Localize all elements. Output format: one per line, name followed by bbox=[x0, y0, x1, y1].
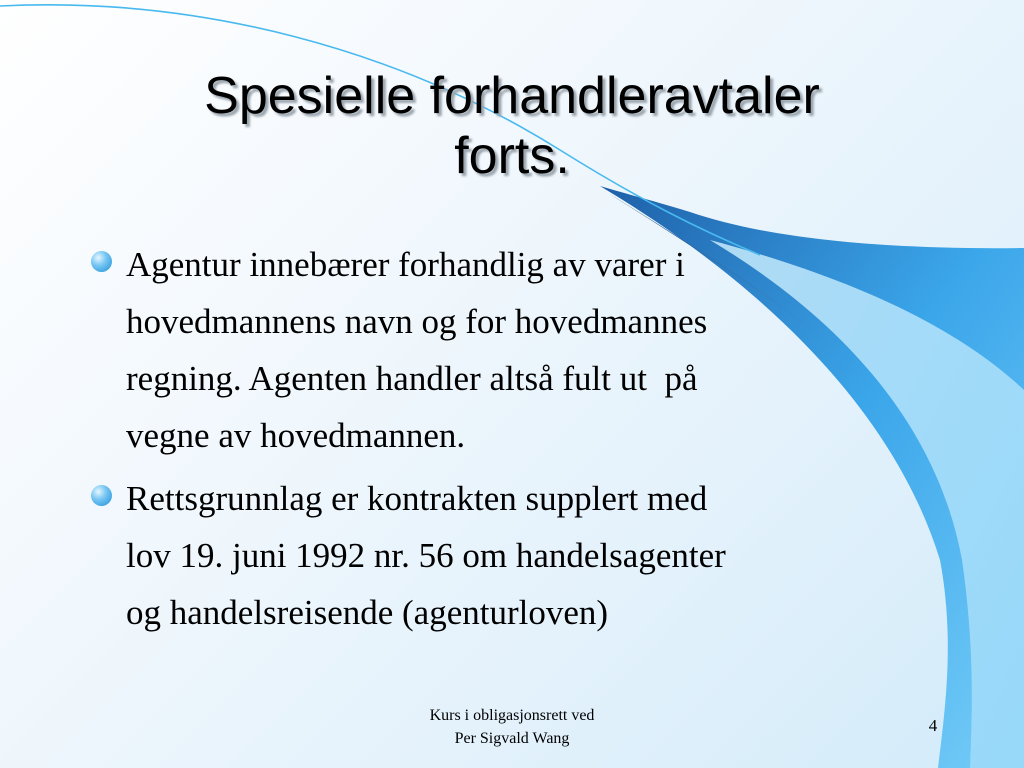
bullet-item bbox=[88, 236, 928, 464]
bullet-item bbox=[88, 470, 928, 641]
bullet-text-line: Agentur innebærer forhandlig av varer i bbox=[126, 245, 685, 284]
bullet-list bbox=[88, 236, 928, 647]
slide-footer bbox=[372, 704, 652, 750]
bullet-dot-icon bbox=[91, 251, 112, 272]
page-number: 4 bbox=[928, 716, 938, 735]
bullet-text-line: og handelsreisende (agenturloven) bbox=[126, 593, 609, 632]
title-line: Spesielle forhandleravtaler bbox=[204, 67, 820, 125]
bullet-text-line: hovedmannens navn og for hovedmannes bbox=[126, 302, 708, 341]
title-line: forts. bbox=[454, 127, 570, 185]
bullet-text-line: lov 19. juni 1992 nr. 56 om handelsagenter bbox=[126, 536, 726, 575]
footer-line: Kurs i obligasjonsrett ved bbox=[429, 707, 595, 724]
footer-line: Per Sigvald Wang bbox=[454, 730, 570, 747]
slide-title bbox=[40, 66, 984, 186]
bullet-text-line: Rettsgrunnlag er kontrakten supplert med bbox=[126, 479, 708, 518]
bullet-dot-icon bbox=[91, 485, 112, 506]
bullet-text-line: regning. Agenten handler altså fult ut på bbox=[126, 359, 698, 398]
bullet-text-line: vegne av hovedmannen. bbox=[126, 416, 466, 455]
